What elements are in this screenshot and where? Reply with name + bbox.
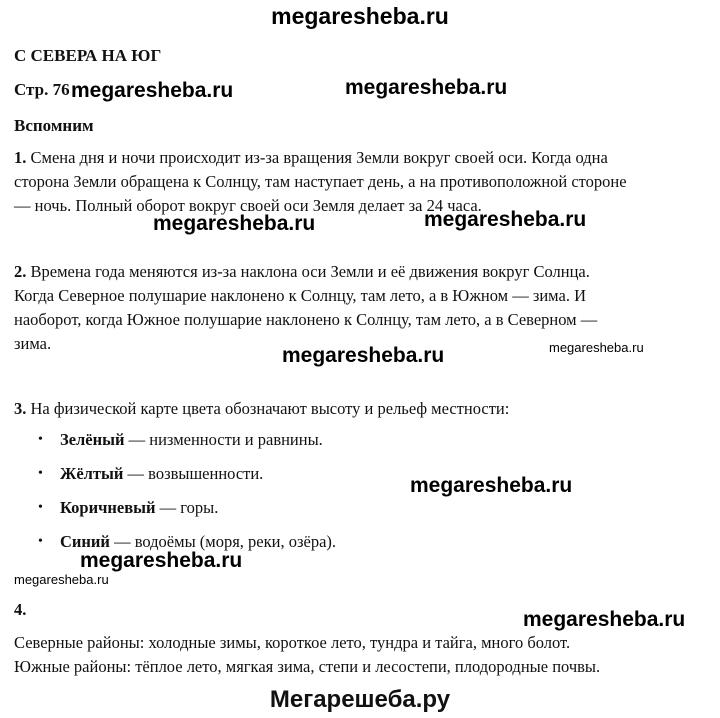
bullet-dot: • xyxy=(38,466,43,481)
section-title: С СЕВЕРА НА ЮГ xyxy=(14,46,162,65)
item-number: 1. xyxy=(14,148,27,167)
watermark: megaresheba.ru xyxy=(523,608,686,631)
item-4-line-2: Южные районы: тёплое лето, мягкая зима, степи и лесостепи, плодородные почвы. xyxy=(14,657,601,676)
watermark-small: megaresheba.ru xyxy=(549,340,644,355)
page-label: Стр. 76 xyxy=(14,80,70,99)
item-2-line-2: Когда Северное полушарие наклонено к Солнцу, там лето, а в Южном — зима. И xyxy=(14,286,586,305)
recall-heading: Вспомним xyxy=(14,116,94,135)
item-number: 2. xyxy=(14,262,27,281)
bullet-dot: • xyxy=(38,534,43,549)
watermark: megaresheba.ru xyxy=(345,76,508,99)
bullet-item: • Жёлтый — возвышенности. xyxy=(60,462,263,486)
bullet-item: • Зелёный — низменности и равнины. xyxy=(60,428,323,452)
item-2-line-1: 2. Времена года меняются из-за наклона оси Земли и её движения вокруг Солнца. xyxy=(14,262,590,281)
item-number: 3. xyxy=(14,399,27,418)
item-1-line-2: сторона Земли обращена к Солнцу, там наступает день, а на противоположной стороне xyxy=(14,172,627,191)
bullet-dot: • xyxy=(38,500,43,515)
item-3-intro: 3. На физической карте цвета обозначают высоту и рельеф местности: xyxy=(14,399,510,418)
item-4-number: 4. xyxy=(14,600,27,619)
footer-watermark: Мегарешеба.ру xyxy=(269,686,451,713)
item-2-line-4: зима. xyxy=(14,334,52,353)
item-4-line-1: Северные районы: холодные зимы, короткое лето, тундра и тайга, много болот. xyxy=(14,633,571,652)
watermark: megaresheba.ru xyxy=(424,208,587,231)
watermark: megaresheba.ru xyxy=(282,344,445,367)
item-1-line-3: — ночь. Полный оборот вокруг своей оси Земля делает за 24 часа. xyxy=(14,196,482,215)
bullet-item: • Синий — водоёмы (моря, реки, озёра). xyxy=(60,530,336,554)
watermark: megaresheba.ru xyxy=(71,79,234,102)
watermark: megaresheba.ru xyxy=(410,474,573,497)
watermark-small: megaresheba.ru xyxy=(14,572,109,587)
item-1-line-1: 1. Смена дня и ночи происходит из-за вращения Земли вокруг своей оси. Когда одна xyxy=(14,148,608,167)
watermark-top: megaresheba.ru xyxy=(271,3,449,29)
watermark: megaresheba.ru xyxy=(153,212,316,235)
bullet-item: • Коричневый — горы. xyxy=(60,496,218,520)
item-2-line-3: наоборот, когда Южное полушарие наклонено к Солнцу, там лето, а в Северном — xyxy=(14,310,598,329)
watermark: megaresheba.ru xyxy=(80,549,243,572)
bullet-dot: • xyxy=(38,432,43,447)
